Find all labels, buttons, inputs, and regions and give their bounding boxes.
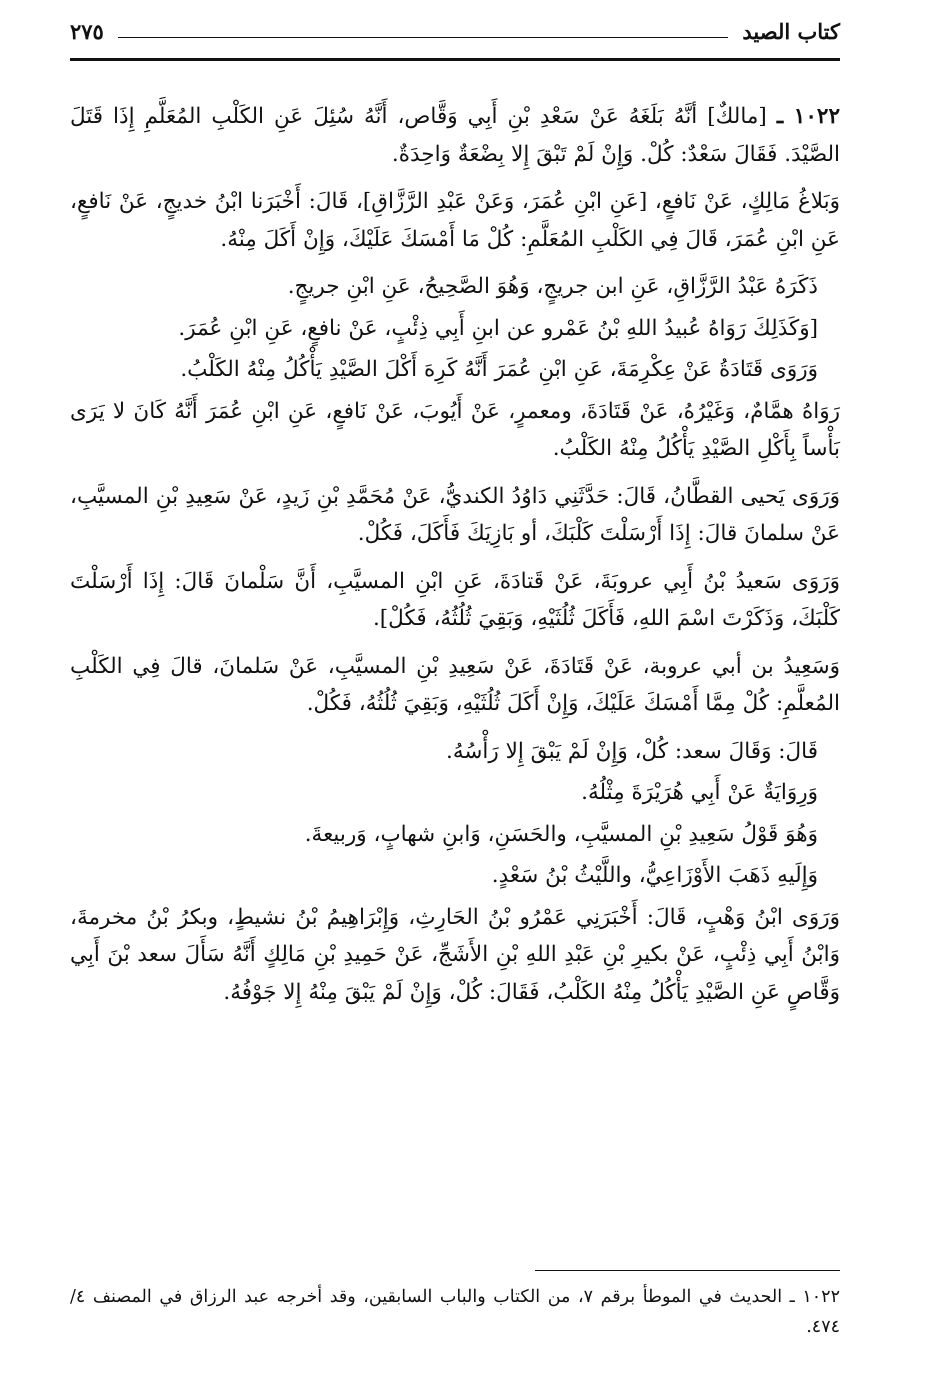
paragraph: وَإِلَيهِ ذَهَبَ الأَوْزَاعِيُّ، واللَّيْثُ بْنُ سَعْدٍ. (491, 863, 818, 888)
chapter-title: كتاب الصيد (742, 18, 840, 44)
paragraph: ذَكَرَهُ عَبْدُ الرَّزَّاقِ، عَنِ ابن جريجٍ، وَهُوَ الصَّحِيحُ، عَنِ ابْنِ جريجٍ. (287, 274, 818, 299)
paragraph: رَوَاهُ همَّامٌ، وَغَيْرُهُ، عَنْ قَتَادَةَ، ومعمرٍ، عَنْ أَيُوبَ، عَنْ نَافعٍ، عَنِ ابْنِ عُمَرَ أَنَّهُ كَانَ لا يَرَى بَأْساً بِأَكْلِ الصَّيْدِ يَأْكُلُ مِنْهُ الكَلْبُ. (70, 398, 840, 461)
paragraph: وَبَلاغُ مَالِكٍ، عَنْ نَافعٍ، [عَنِ ابْنِ عُمَرَ، وَعَنْ عَبْدِ الرَّزَّاقِ]، قَالَ: أَخْبَرَنا ابْنُ خديجٍ، عَنْ نَافعٍ، عَنِ ابْنِ عُمَرَ، قَالَ فِي الكَلْبِ المُعَلَّمِ: كُلْ مَا أَمْسَكَ عَلَيْكَ، وَإِنْ أَكَلَ مِنْهُ. (70, 189, 840, 252)
paragraph: وَرَوَى قَتَادَةُ عَنْ عِكْرِمَةَ، عَنِ ابْنِ عُمَرَ أَنَّهُ كَرِهَ أَكْلَ الصَّيْدِ يَأْكُلُ مِنْهُ الكَلْبُ. (180, 357, 818, 382)
page-header (70, 14, 840, 48)
paragraph: وَرِوَايَةٌ عَنْ أَبِي هُرَيْرَةَ مِثْلُهُ. (581, 780, 818, 805)
paragraph-text: [مالكٌ] أنَّهُ بَلَغَهُ عَنْ سَعْدِ بْنِ أَبِي وَقَّاص، أَنَّهُ سُئِلَ عَنِ الكَلْبِ المُعَلَّمِ إِذَا قَتَلَ الصَّيْدَ. فَقَالَ سَعْدٌ: كُلْ. وَإِنْ لَمْ تَبْقَ إِلا بِضْعَةٌ وَاحِدَةٌ. (70, 104, 840, 167)
paragraph-1022 (70, 98, 840, 173)
paragraph: وَرَوَى يَحيى القطَّانُ، قَالَ: حَدَّثَنِي دَاوُدُ الكنديُّ، عَنْ مُحَمَّدِ بْنِ زَيدٍ، عَنْ سَعِيدِ بْنِ المسيَّبِ، عَنْ سلمانَ قالَ: إِذَا أَرْسَلْتَ كَلْبَكَ، أو بَازِيَكَ فَأَكَلَ، فَكُلْ. (70, 483, 840, 546)
paragraph: قَالَ: وَقَالَ سعد: كُلْ، وَإِنْ لَمْ يَبْقَ إِلا رَأْسُهُ. (446, 738, 818, 764)
page-body (70, 98, 840, 1021)
footnote: ١٠٢٢ ـ الحديث في الموطأ برقم ٧، من الكتاب والباب السابقين، وقد أخرجه عبد الرزاق في المصنف ٤/ ٤٧٤. (70, 1287, 840, 1337)
paragraph: وَرَوَى سَعيدُ بْنُ أَبِي عروبَةَ، عَنْ قَتادَةَ، عَنِ ابْنِ المسيَّبِ، أَنَّ سَلْمانَ قَالَ: إِذَا أَرْسَلْتَ كَلْبَكَ، وَذَكَرْتَ اسْمَ اللهِ، فَأَكَلَ ثُلُثَيْهِ، وَبَقِيَ ثُلُثُهُ، فَكُلْ]. (70, 568, 840, 631)
paragraph: وَرَوَى ابْنُ وَهْبٍ، قَالَ: أَخْبَرَنِي عَمْرُو بْنُ الحَارِثِ، وَإِبْرَاهِيمُ بْنُ نشيطٍ، وبكرُ بْنُ مخرمةَ، وَابْنُ أَبِي ذِئْبٍ، عَنْ بكيرِ بْنِ عَبْدِ اللهِ بْنِ الأَشَجِّ، عَنْ حَمِيدِ بْنِ مَالِكٍ أَنَّهُ سَأَلَ سعد بْنَ أَبِي وَقَّاصٍ عَنِ الصَّيْدِ يَأْكُلُ مِنْهُ الكَلْبُ، فَقَالَ: كُلْ، وَإِنْ لَمْ يَبْقَ مِنْهُ إِلا جَوْفُهُ. (70, 904, 840, 1005)
paragraph: وَهُوَ قَوْلُ سَعِيدِ بْنِ المسيَّبِ، والحَسَنِ، وَابنِ شهابٍ، وَربيعةَ. (304, 821, 818, 847)
hadith-number: ١٠٢٢ ـ (776, 104, 840, 129)
header-rule (118, 37, 729, 38)
footnote-divider (535, 1270, 840, 1271)
book-page (70, 14, 840, 1374)
paragraph: وَسَعِيدُ بن أبي عروبة، عَنْ قَتَادَةَ، عَنْ سَعِيدِ بْنِ المسيَّبِ، عَنْ سَلمانَ، قالَ فِي الكَلْبِ المُعلَّمِ: كُلْ مِمَّا أَمْسَكَ عَلَيْكَ، وَإِنْ أَكَلَ ثُلُثَيْهِ، وَبَقِيَ ثُلُثُهُ، فَكُلْ. (70, 653, 840, 716)
page-number: ٢٧٥ (70, 18, 104, 44)
paragraph: [وَكَذَلِكَ رَوَاهُ عُبيدُ اللهِ بْنُ عَمْرو عن ابنِ أَبِي ذِئْبٍ، عَنْ نافعٍ، عَنِ ابْنِ عُمَرَ. (178, 315, 818, 341)
header-divider (70, 58, 840, 61)
